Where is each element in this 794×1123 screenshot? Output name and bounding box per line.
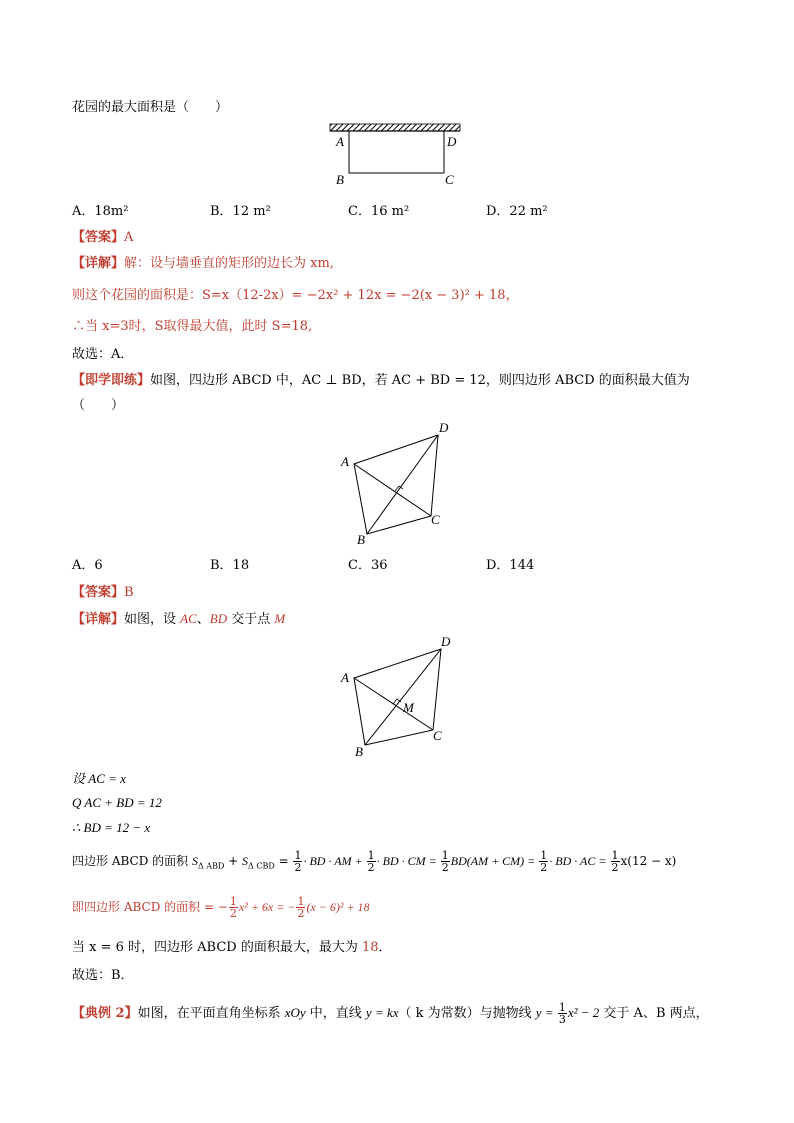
vertex-label-b: B [357,532,365,547]
q1-option-d: D．22 m² [486,204,548,219]
q2-option-d: D．144 [486,558,535,573]
q2-label: 【即学即练】 [72,373,151,388]
ex2-line: y = kx [365,1005,399,1020]
ex2-para-pre: y = [535,1005,557,1020]
q2-detail-sep: 、 [196,612,210,627]
area-eq: = [274,854,293,868]
q2-answer-value: B [124,585,134,600]
vertex-label-d: D [439,420,449,435]
q1-detail-line1: 解：设与墙垂直的矩形的边长为 xm, [124,256,334,271]
vertex-label-m: M [403,700,414,715]
result-post: ． [378,940,392,955]
ex2-para-post: x² − 2 [567,1005,600,1020]
ex2-mid2: （ k 为常数）与抛物线 [398,1006,536,1021]
q1-option-a: A．18m² [72,204,129,219]
q2-detail-intro-pre: 如图，设 [124,612,181,627]
ex2-tail: 交于 A、B 两点， [599,1006,709,1021]
q2-option-b: B．18 [210,558,250,573]
q2-answer-label: 【答案】 [72,585,125,600]
fraction-half-5: $\frac{1}{2}$ [611,849,619,874]
ex2-label: 【典例 2】 [72,1006,138,1021]
q2-area-formula [72,850,676,873]
vertex-label-a: A [336,134,344,149]
q2-conclusion: 故选：B． [72,968,134,983]
vertex-label-d: D [447,134,457,149]
vertex-label-c: C [431,512,440,527]
fraction-half-4: $\frac{1}{2}$ [540,849,548,874]
quadrilateral-abcd [354,649,441,745]
area-pre: 四边形 ABCD 的面积 [72,854,192,868]
area-sub2: Δ CBD [248,861,275,871]
q2-answer-row [72,581,134,600]
vertex-post: (x − 6)² + 18 [306,900,370,914]
q2-vertex-form [72,896,370,919]
q2-detail-row [72,608,285,627]
q2-stem: 如图，四边形 ABCD 中，AC ⊥ BD，若 AC + BD = 12，则四边形 ABCD 的面积最大值为 [150,373,690,388]
q2-detail-intro-post: 交于点 [227,612,275,627]
area-term1: · BD · AM + [303,854,366,868]
diagonal-ac [354,464,431,516]
vertex-label-b: B [355,744,363,759]
q1-option-b: B．12 m² [210,204,271,219]
q1-answer-label: 【答案】 [72,230,125,245]
quadrilateral-abcd [354,435,438,534]
fraction-half-6: $\frac{1}{2}$ [229,895,237,920]
wall-hatch [330,124,460,131]
right-angle-mark [395,486,403,491]
vertex-label-c: C [445,172,454,187]
q2-option-c: C．36 [348,558,388,573]
area-s1: S [191,854,198,868]
q2-detail-figure [335,632,465,762]
fraction-half-1: $\frac{1}{2}$ [294,849,302,874]
q2-step3: ∴ BD = 12 − x [72,820,151,835]
fraction-half-2: $\frac{1}{2}$ [367,849,375,874]
q1-option-c: C．16 m² [348,204,410,219]
result-value: 18 [361,940,379,955]
ex2-pre: 如图，在平面直角坐标系 [137,1006,285,1021]
area-s2: S [242,854,249,868]
q1-detail-line2: 则这个花园的面积是：S=x（12-2x）= −2x² + 12x = −2(x − 3)² + 18， [72,288,519,303]
ex2-stem [72,1002,709,1025]
q1-answer-value: A [124,230,134,245]
q1-detail-label: 【详解】 [72,256,125,271]
area-term3: BD(AM + CM) = [450,854,539,868]
vertex-label-a: A [341,454,349,469]
q1-answer-row [72,226,133,245]
q2-option-a: A．6 [72,558,103,573]
q2-detail-label: 【详解】 [72,612,125,627]
q2-stem-row [72,369,690,388]
q1-detail-row [72,252,334,271]
q2-result [72,936,392,955]
area-plus: + [224,854,243,868]
ex2-mid1: 中，直线 [305,1006,366,1021]
result-pre: 当 x = 6 时，四边形 ABCD 的面积最大，最大为 [72,940,362,955]
q2-quadrilateral-figure [335,418,465,548]
q2-step2: Q AC + BD = 12 [72,795,162,810]
q2-paren: （ ） [72,398,125,413]
vertex-label-d: D [441,634,451,649]
garden-rectangle [349,131,444,173]
vertex-pre: 即四边形 ABCD 的面积 = − [72,900,228,914]
area-term2: · BD · CM = [376,854,440,868]
ex2-xoy: xOy [284,1005,306,1020]
area-term5: x(12 − x) [620,854,677,868]
q2-detail-m: M [274,611,286,626]
right-angle-mark [393,699,401,704]
area-sub1: Δ ABD [197,861,225,871]
vertex-label-c: C [433,728,442,743]
area-term4: · BD · AC = [549,854,610,868]
fraction-half-3: $\frac{1}{2}$ [441,849,449,874]
diagonal-bd [367,435,438,534]
q1-detail-line3: ∴当 x=3时，S取得最大值，此时 S=18, [72,319,313,334]
q2-detail-bd: BD [209,611,228,626]
q1-garden-figure [320,118,480,188]
vertex-label-b: B [336,172,344,187]
vertex-label-a: A [341,670,349,685]
q2-detail-ac: AC [180,611,197,626]
fraction-one-third: $\frac{1}{3}$ [558,1001,566,1026]
q2-step1: 设 AC = x [72,771,126,786]
vertex-mid: x² + 6x = − [238,900,296,914]
q1-conclusion: 故选：A． [72,347,134,362]
fraction-half-7: $\frac{1}{2}$ [297,895,305,920]
q1-question-tail: 花园的最大面积是（ ） [72,100,229,115]
